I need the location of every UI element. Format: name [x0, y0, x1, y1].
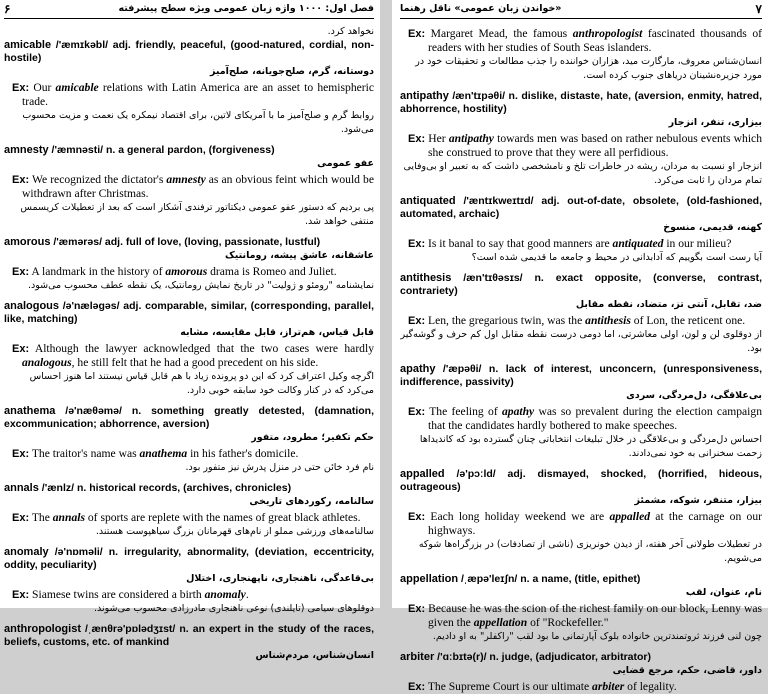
- example-translation: در تعطیلات طولانی آخر هفته، از دیدن خونریزی (ناشی از تصادفات) در بزرگراه‌ها شوکه می‌شویم.: [418, 539, 762, 564]
- vocab-entry: [400, 651, 762, 694]
- example-label: Ex:: [12, 589, 30, 601]
- headword-line: [400, 90, 762, 116]
- persian-meaning: بیزار، متنفر، شوکه، مشمئز: [634, 495, 762, 506]
- example-text: Siamese twins are considered a birth: [29, 588, 205, 601]
- definition: /'æmnəsti/ n. a general pardon, (forgiveness): [48, 144, 275, 156]
- example-text: The traitor's name was: [29, 447, 140, 460]
- example-text: relations with Latin America are an asset to hemispheric trade.: [22, 81, 375, 108]
- example-text: as an obvious feint which would be withdrawn after Christmas.: [22, 173, 374, 200]
- example-label: Ex:: [408, 28, 426, 40]
- headword-line: [4, 39, 374, 65]
- example-sentence: [400, 27, 762, 55]
- persian-meaning: بی‌علاقگی، دل‌مردگی، سردی: [626, 390, 762, 401]
- example-sentence: [400, 680, 762, 694]
- example-keyword: antiquated: [612, 237, 664, 250]
- example-label: Ex:: [408, 238, 426, 250]
- persian-meaning: حکم تکفیر؛ مطرود، متفور: [251, 432, 374, 443]
- example-label: Ex:: [408, 603, 426, 615]
- definition: /ˌænθrə'pɒlədʒɪst/ n. an expert in the study of the races, beliefs, customs, etc. of mankind: [4, 623, 374, 648]
- page-number: ۶: [4, 2, 11, 16]
- headword: annals: [4, 482, 39, 494]
- vocab-entry: [4, 546, 374, 616]
- vocab-entry: [4, 39, 374, 137]
- headword-line: [4, 300, 374, 326]
- vocab-entry: [4, 623, 374, 663]
- definition: /'ɑːbɪtə(r)/ n. judge, (adjudicator, arbitrator): [434, 651, 652, 663]
- vocab-entry: [400, 195, 762, 265]
- example-label: Ex:: [408, 133, 426, 145]
- vocab-entry: [400, 90, 762, 188]
- headword: amnesty: [4, 144, 49, 156]
- persian-meaning: داور، قاضی، حکم، مرجع قضایی: [612, 665, 762, 676]
- headword-line: [400, 363, 762, 389]
- example-label: Ex:: [408, 681, 426, 693]
- persian-meaning: دوستانه، گرم، صلح‌جویانه، صلح‌آمیز: [209, 66, 374, 77]
- example-text: Is it banal to say that good manners are: [425, 237, 613, 250]
- example-sentence: [400, 602, 762, 630]
- headword: anomaly: [4, 546, 49, 558]
- example-label: Ex:: [12, 82, 30, 94]
- example-label: Ex:: [12, 448, 30, 460]
- headword: appalled: [400, 468, 445, 480]
- example-keyword: amicable: [55, 81, 99, 94]
- continued-example: [400, 27, 762, 83]
- headword: anathema: [4, 405, 56, 417]
- example-keyword: anathema: [139, 447, 188, 460]
- continued-translation: نخواهد کرد.: [327, 26, 374, 37]
- headword-line: [400, 272, 762, 298]
- example-text: Each long holiday weekend we are: [425, 510, 610, 523]
- persian-meaning: کهنه، قدیمی، منسوخ: [663, 222, 762, 233]
- headword: analogous: [4, 300, 60, 312]
- example-label: Ex:: [12, 343, 30, 355]
- example-translation: آیا رست است بگوییم که آدابدانی در محیط و جامعه ما قدیمی شده است؟: [471, 252, 762, 263]
- example-text: of sports are replete with the names of great black athletes.: [84, 511, 361, 524]
- example-translation: پی بردیم که دستور عفو عمومی دیکتاتور ترفندی آشکار است که بعد از تعطیلات کریسمس منتفی خواهد شد.: [20, 202, 374, 227]
- headword-line: [400, 195, 762, 221]
- definition: /ə'næləgəs/ adj. comparable, similar, (corresponding, parallel, like, matching): [4, 300, 374, 325]
- persian-meaning: انسان‌شناس، مردم‌شناس: [255, 650, 374, 661]
- example-sentence: [4, 265, 374, 279]
- vocab-entry: [4, 236, 374, 293]
- persian-meaning: ضد، تقابل، آنتی تز، متضاد، نقطه مقابل: [575, 299, 762, 310]
- example-translation: دوقلوهای سیامی (تایلندی) نوعی ناهنجاری مادرزادی محسوب می‌شوند.: [93, 603, 374, 614]
- example-keyword: anomaly: [204, 588, 246, 601]
- vocab-entry: [4, 405, 374, 475]
- example-translation: نمایشنامه "رومئو و ژولیت" در تاریخ نمایش رومانتیک، یک نقطه عطف محسوب می‌شود.: [27, 280, 374, 291]
- example-text: Margaret Mead, the famous: [425, 27, 573, 40]
- example-text: The feeling of: [425, 405, 502, 418]
- headword: antiquated: [400, 195, 456, 207]
- headword-line: [400, 651, 762, 664]
- example-keyword: analogous: [22, 356, 72, 369]
- example-keyword: arbiter: [592, 680, 625, 693]
- example-keyword: amorous: [165, 265, 208, 278]
- persian-meaning: قابل قیاس، هم‌تراز، قابل مقایسه، مشابه: [180, 327, 374, 338]
- example-sentence: [400, 237, 762, 251]
- example-keyword: antipathy: [448, 132, 494, 145]
- example-translation: اگرچه وکیل اعتراف کرد که این دو پرونده زیاد با هم قابل قیاس نیستند اما هنوز احساس می‌کرد که در کنار وکالت خود سابقه خوبی دارد.: [29, 371, 374, 396]
- example-sentence: [4, 447, 374, 461]
- vocab-entry: [4, 482, 374, 539]
- example-keyword: antithesis: [585, 314, 631, 327]
- definition: /æn'tɪθəsɪs/ n. exact opposite, (converse, contrast, contrariety): [400, 272, 762, 297]
- example-translation: انزجار او نسبت به مردان، ریشه در خاطرات تلخ و نامشخصی داشت که به تعبیر او بی‌وفایی تمام مردان را ثابت می‌کرد.: [403, 161, 762, 186]
- example-translation: احساس دل‌مردگی و بی‌علاقگی در خلال تبلیغات انتخاباتی چنان گسترده بود که کاندیداها زحمت سخنرانی به خود نمی‌دادند.: [419, 434, 762, 459]
- page-body: [400, 19, 762, 694]
- example-text: Her: [425, 132, 449, 145]
- definition: /'æntɪkweɪtɪd/ adj. out-of-date, obsolete, (old-fashioned, automated, archaic): [400, 195, 762, 220]
- example-text: of legality.: [624, 680, 677, 693]
- example-label: Ex:: [12, 512, 30, 524]
- example-text: A landmark in the history of: [29, 265, 166, 278]
- example-translation: سالنامه‌های ورزشی مملو از نام‌های قهرمانان بزرگ سیاهپوست هستند.: [95, 526, 374, 537]
- example-text: , he still felt that he had a good precedent on his side.: [71, 356, 319, 369]
- headword: appellation: [400, 573, 459, 585]
- vocab-entry: [400, 272, 762, 356]
- example-translation: انسان‌شناس معروف، مارگارت مید، هزاران خواننده را جذب مطالعات و تحقیقات خود در مورد جزیره‌نشینان دریاهای جنوب کرده است.: [415, 56, 762, 81]
- headword-line: [400, 573, 762, 586]
- example-text: fascinated thousands of readers with her studies of South Seas islanders.: [428, 27, 762, 54]
- example-keyword: appalled: [609, 510, 651, 523]
- example-label: Ex:: [12, 266, 30, 278]
- example-keyword: anthropologist: [572, 27, 643, 40]
- example-text: Although the lawyer acknowledged that the two cases were hardly: [29, 342, 374, 355]
- example-text: in our milieu?: [663, 237, 732, 250]
- example-label: Ex:: [408, 511, 426, 523]
- vocab-entry: [400, 468, 762, 566]
- headword: amorous: [4, 236, 51, 248]
- example-label: Ex:: [408, 406, 426, 418]
- headword-line: [4, 144, 374, 157]
- right-page: [392, 0, 768, 693]
- page-body: [4, 19, 374, 663]
- page-number: ۷: [755, 2, 762, 16]
- headword-line: [4, 405, 374, 431]
- example-sentence: [4, 588, 374, 602]
- example-text: of Lon, the reticent one.: [630, 314, 746, 327]
- persian-meaning: سالنامه، رکوردهای تاریخی: [249, 496, 374, 507]
- example-keyword: appellation: [473, 616, 528, 629]
- example-text: of "Rockefeller.": [527, 616, 609, 629]
- page-header: [400, 0, 762, 19]
- example-text: towards men was based on rather nebulous events which she construed to prove that they were all perfidious.: [428, 132, 762, 159]
- example-keyword: apathy: [502, 405, 535, 418]
- example-text: Our: [29, 81, 56, 94]
- example-sentence: [4, 511, 374, 525]
- headword: anthropologist: [4, 623, 81, 635]
- example-text: in his father's domicile.: [187, 447, 299, 460]
- example-text: The Supreme Court is our ultimate: [425, 680, 593, 693]
- definition: /'ænlz/ n. historical records, (archives, chronicles): [38, 482, 292, 494]
- definition: /æn'tɪpəθi/ n. dislike, distaste, hate, (aversion, enmity, hatred, abhorrence, hostility): [400, 90, 762, 115]
- definition: /'æmɪkəbl/ adj. friendly, peaceful, (good-natured, cordial, non-hostile): [4, 39, 374, 64]
- headword: antithesis: [400, 272, 452, 284]
- headword: amicable: [4, 39, 52, 51]
- example-sentence: [400, 132, 762, 160]
- definition: /ə'næθəmə/ n. something greatly detested, (damnation, excommunication; abhorrence, aversion): [4, 405, 374, 430]
- example-text: Len, the gregarious twin, was the: [425, 314, 586, 327]
- example-sentence: [4, 81, 374, 109]
- example-text: .: [245, 588, 249, 601]
- persian-meaning: بیزاری، تنفر، انزجار: [668, 117, 762, 128]
- chapter-title: فصل اول: ۱۰۰۰ واژه زبان عمومی ویژه سطح پیشرفته: [118, 3, 374, 14]
- example-text: Because he was the scion of the richest family on our block, Lenny was given the: [425, 602, 762, 629]
- persian-meaning: عفو عمومی: [317, 158, 374, 169]
- example-text: at the carnage on our highways.: [428, 510, 762, 537]
- example-text: was so prevalent during the election campaign that the candidates hardly bothered to make speeches.: [428, 405, 762, 432]
- headword-line: [4, 623, 374, 649]
- example-keyword: annals: [52, 511, 85, 524]
- headword-line: [4, 236, 374, 249]
- example-text: We recognized the dictator's: [29, 173, 167, 186]
- headword-line: [400, 468, 762, 494]
- headword: apathy: [400, 363, 436, 375]
- definition: /ə'nɒməli/ n. irregularity, abnormality, (deviation, eccentricity, oddity, peculiarity): [4, 546, 374, 571]
- headword: arbiter: [400, 651, 435, 663]
- example-translation: از دوقلوی لن و لون، اولی معاشرتی، اما دومی درست نقطه مقابل اول کم حرف و گوشه‌گیر بود.: [400, 329, 762, 354]
- example-text: The: [29, 511, 53, 524]
- example-sentence: [400, 510, 762, 538]
- definition: /'æpəθi/ n. lack of interest, unconcern, (unresponsiveness, indifference, passivity): [400, 363, 762, 388]
- example-label: Ex:: [12, 174, 30, 186]
- persian-meaning: بی‌قاعدگی، ناهنجاری، ناپهنجاری، اختلال: [186, 573, 374, 584]
- example-keyword: amnesty: [166, 173, 206, 186]
- definition: /'æmərəs/ adj. full of love, (loving, passionate, lustful): [50, 236, 321, 248]
- definition: /ˌæpə'leɪʃn/ n. a name, (title, epithet): [458, 573, 641, 585]
- example-translation: نام فرد خائن حتی در منزل پدرش نیز متفور بود.: [185, 462, 374, 473]
- example-label: Ex:: [408, 315, 426, 327]
- example-sentence: [4, 173, 374, 201]
- persian-meaning: عاشقانه، عاشق پیشه، رومانتیک: [225, 250, 374, 261]
- definition: /ə'pɔːld/ adj. dismayed, shocked, (horrified, hideous, outrageous): [400, 468, 762, 493]
- page-header: [4, 0, 374, 19]
- book-title: «خواندن زبان عمومی» ناقل رهنما: [400, 3, 562, 14]
- headword-line: [4, 482, 374, 495]
- example-sentence: [4, 342, 374, 370]
- example-sentence: [400, 405, 762, 433]
- example-sentence: [400, 314, 762, 328]
- persian-meaning: نام، عنوان، لقب: [685, 587, 762, 598]
- vocab-entry: [400, 363, 762, 461]
- example-translation: روابط گرم و صلح‌آمیز ما با آمریکای لاتین، برای اقتصاد نیمکره یک نعمت و مزیت محسوب می‌شود.: [22, 110, 374, 135]
- headword-line: [4, 546, 374, 572]
- example-text: drama is Romeo and Juliet.: [207, 265, 337, 278]
- headword: antipathy: [400, 90, 449, 102]
- vocab-entry: [4, 300, 374, 398]
- vocab-entry: [400, 573, 762, 644]
- example-translation: چون لنی فرزند ثروتمندترین خانواده بلوک آپارتمانی ما بود لقب "راکفلر" به او دادیم.: [432, 631, 762, 642]
- vocab-entry: [4, 144, 374, 229]
- left-page: [0, 0, 380, 661]
